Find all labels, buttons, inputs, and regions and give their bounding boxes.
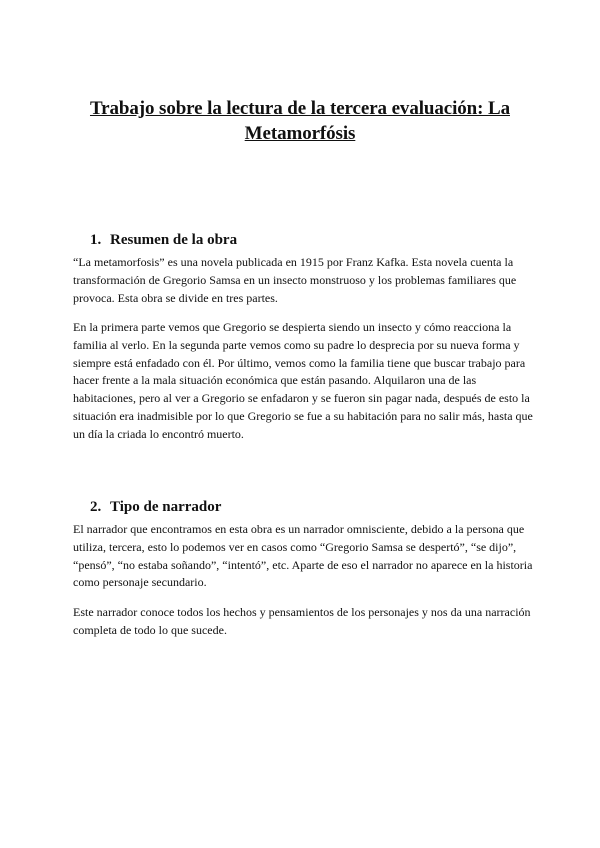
section-number: 1. <box>90 232 102 248</box>
section-heading-text: Tipo de narrador <box>110 499 222 515</box>
section-heading-text: Resumen de la obra <box>110 232 238 248</box>
document-title: Trabajo sobre la lectura de la tercera evaluación: La Metamorfósis <box>89 98 510 144</box>
section-heading-resumen <box>90 231 237 249</box>
section-heading-narrador <box>90 498 221 516</box>
paragraph: Este narrador conoce todos los hechos y pensamientos de los personajes y nos da una narración completa de todo lo que sucede. <box>73 605 531 637</box>
paragraph: El narrador que encontramos en esta obra es un narrador omnisciente, debido a la persona que utiliza, tercera, esto lo podemos ver en casos como “Gregorio Samsa se despertó”, “se dijo”, “pensó”, “no estaba soñando”, “intentó”, etc. Aparte de eso el narrador no aparece en la historia como personaje secundario. <box>73 522 533 590</box>
paragraph: “La metamorfosis” es una novela publicada en 1915 por Franz Kafka. Esta novela cuenta la transformación de Gregorio Samsa en un insecto monstruoso y los problemas familiares que provoca. Esta obra se divide en tres partes. <box>73 255 517 305</box>
section-number: 2. <box>90 499 102 515</box>
paragraph: En la primera parte vemos que Gregorio se despierta siendo un insecto y cómo reacciona la familia al verlo. En la segunda parte vemos como su padre lo desprecia por su nueva forma y siempre está enfadado con él. Por último, vemos como la familia tiene que buscar trabajo para hacer frente a la mala situación económica que están pasando. Alquilaron una de las habitaciones, pero al ver a Gregorio se enfadaron y se fueron sin pagar nada, después de esto la situación era inadmisible por lo que Gregorio se fue a su habitación para no salir más, hasta que un día la criada lo encontró muerto. <box>73 320 533 441</box>
